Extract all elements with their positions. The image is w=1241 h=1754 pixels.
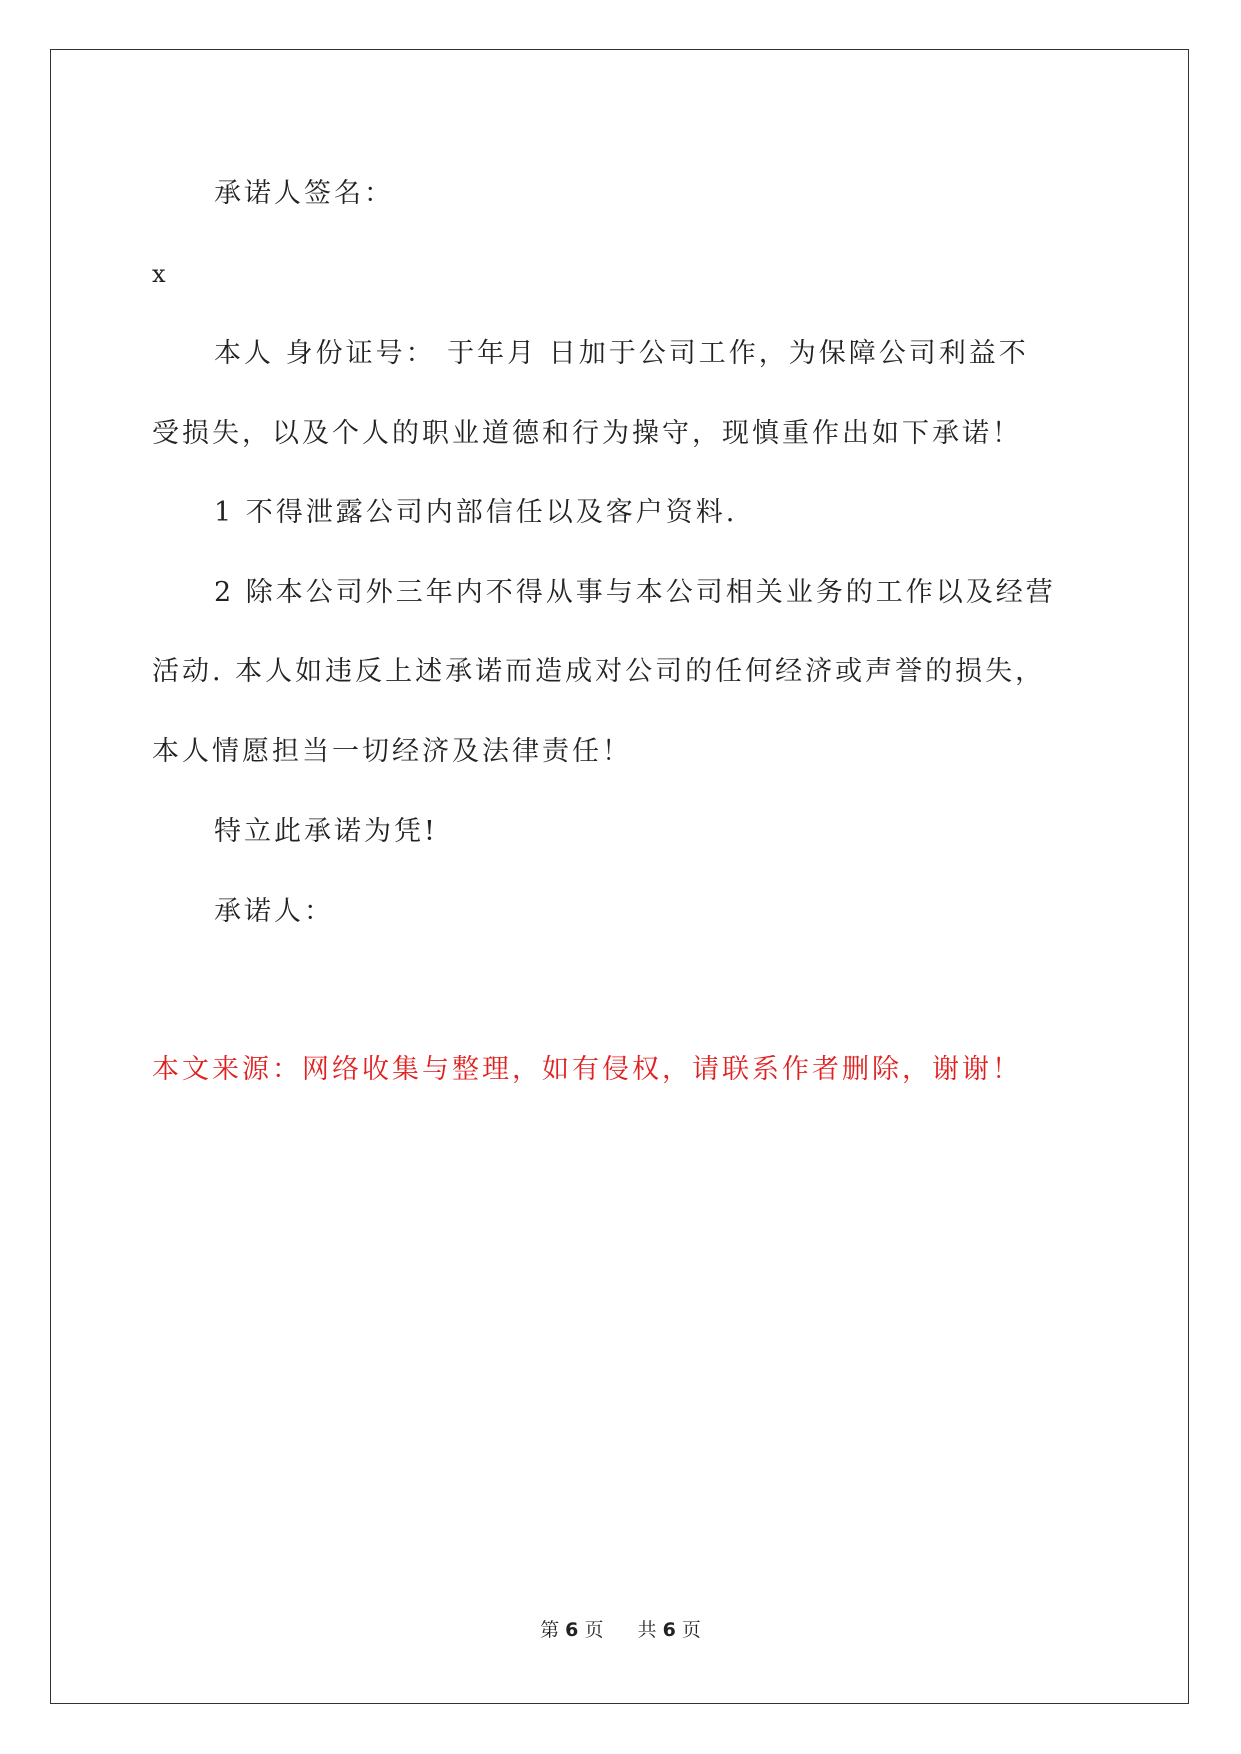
total-prefix: 共 <box>637 1619 657 1641</box>
intro-line-2: 受损失，以及个人的职业道德和行为操守，现慎重作出如下承诺！ <box>152 418 1022 449</box>
commitment-item-2-line-2: 活动. 本人如违反上述承诺而造成对公司的任何经济或声誉的损失， <box>152 656 1046 687</box>
page-suffix: 页 <box>584 1619 604 1641</box>
commitment-item-2-line-3: 本人情愿担当一切经济及法律责任！ <box>152 736 632 767</box>
promisor-label: 承诺人： <box>214 896 334 927</box>
commitment-item-1: 1 不得泄露公司内部信任以及客户资料. <box>214 497 738 528</box>
page-border <box>50 49 1189 1704</box>
total-pages: 6 <box>662 1619 676 1641</box>
total-suffix: 页 <box>681 1619 701 1641</box>
signature-label: 承诺人签名： <box>214 178 394 209</box>
source-notice: 本文来源：网络收集与整理，如有侵权，请联系作者删除，谢谢！ <box>152 1054 1022 1085</box>
marker-text: x <box>152 260 169 288</box>
page-prefix: 第 <box>540 1619 560 1641</box>
page-footer <box>0 1618 1241 1642</box>
page-number: 6 <box>565 1619 579 1641</box>
intro-line-1: 本人 身份证号： 于年月 日加于公司工作，为保障公司利益不 <box>214 338 1029 369</box>
closing-statement: 特立此承诺为凭! <box>214 816 438 847</box>
commitment-item-2-line-1: 2 除本公司外三年内不得从事与本公司相关业务的工作以及经营 <box>214 577 1056 608</box>
